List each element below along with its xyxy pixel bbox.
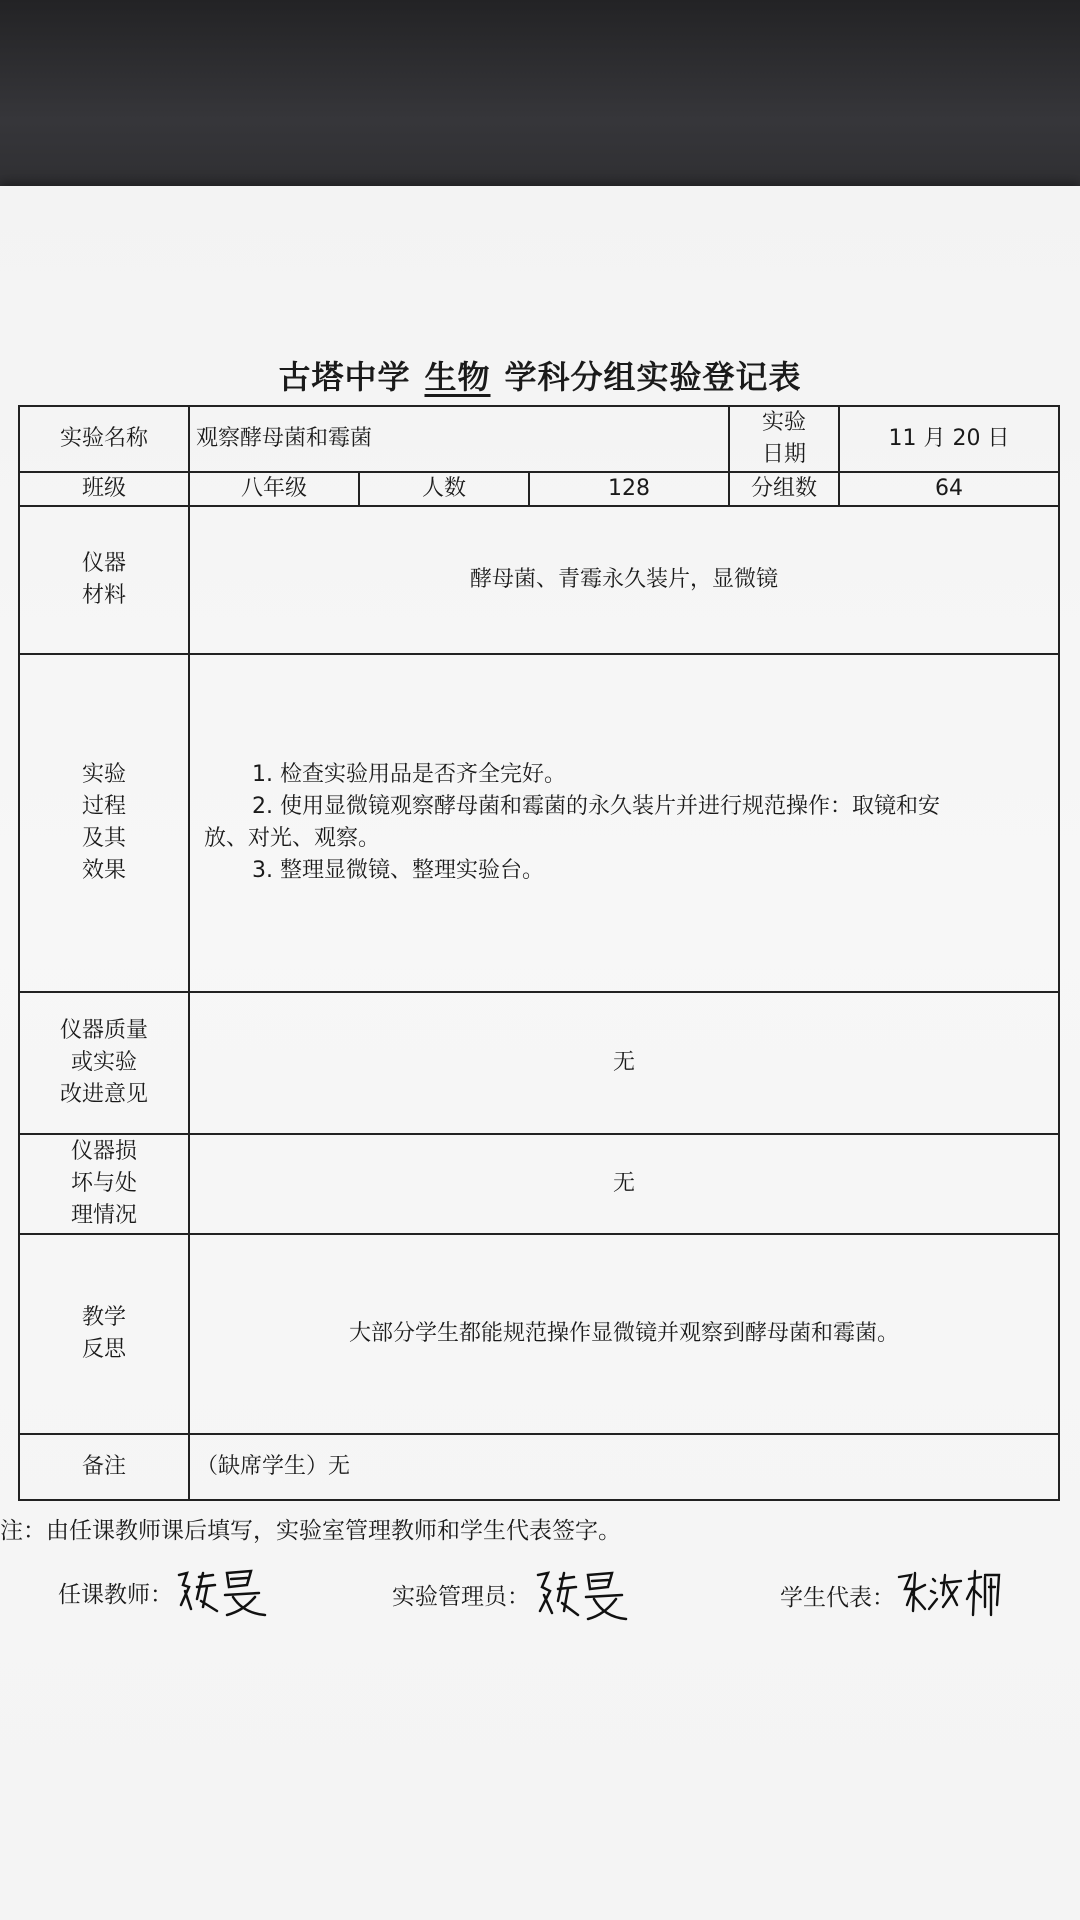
student-signature-block (780, 1565, 1007, 1625)
admin-label: 实验管理员： (392, 1583, 530, 1610)
title-rest: 学科分组实验登记表 (504, 358, 802, 396)
teacher-signature (173, 1565, 273, 1619)
registration-table (18, 405, 1060, 1501)
reflection-label (19, 1234, 189, 1434)
process-label-line1: 实验 (81, 762, 126, 787)
reflection-label-line1: 教学 (81, 1304, 126, 1330)
count-value: 128 (529, 472, 729, 506)
groups-label: 分组数 (729, 472, 839, 506)
process-step-2a: 2. 使用显微镜观察酵母菌和霉菌的永久装片并进行规范操作：取镜和安 (252, 793, 940, 819)
date-label-line1: 实验 (762, 410, 807, 435)
damage-label-line1: 仪器损 (70, 1138, 137, 1164)
student-label: 学生代表： (780, 1584, 895, 1611)
process-label (19, 654, 189, 992)
row-reflection (19, 1234, 1059, 1434)
quality-label (19, 992, 189, 1134)
process-step-2b: 放、对光、观察。 (204, 825, 381, 851)
process-step-1: 1. 检查实验用品是否齐全完好。 (252, 762, 566, 787)
materials-label-line1: 仪器 (81, 550, 126, 576)
process-label-line2: 过程 (81, 793, 126, 819)
teacher-signature-block (58, 1565, 273, 1619)
title-school: 古塔中学 (278, 358, 411, 396)
quality-label-line2: 或实验 (70, 1049, 137, 1075)
row-damage (19, 1134, 1059, 1234)
damage-label-line3: 理情况 (70, 1202, 137, 1228)
remarks-value: （缺席学生）无 (189, 1434, 1059, 1500)
row-materials (19, 506, 1059, 654)
row-experiment-name (19, 406, 1059, 472)
reflection-label-line2: 反思 (81, 1336, 126, 1362)
class-label: 班级 (19, 472, 189, 506)
teacher-label: 任课教师： (58, 1581, 173, 1608)
row-process (19, 654, 1059, 992)
title-subject: 生物 (424, 358, 491, 396)
footer-note: 注：由任课教师课后填写，实验室管理教师和学生代表签字。 (0, 1518, 621, 1544)
groups-value: 64 (839, 472, 1059, 506)
date-value: 11 月 20 日 (839, 406, 1059, 472)
date-label-line2: 日期 (762, 441, 807, 467)
experiment-name-value: 观察酵母菌和霉菌 (189, 406, 729, 472)
materials-label-line2: 材料 (81, 582, 126, 608)
student-signature (895, 1565, 1007, 1625)
admin-signature (530, 1565, 630, 1623)
row-remarks (19, 1434, 1059, 1500)
damage-value: 无 (189, 1134, 1059, 1234)
admin-signature-block (392, 1565, 630, 1623)
form-title (0, 352, 1080, 398)
desk-background (0, 0, 1080, 200)
remarks-label: 备注 (19, 1434, 189, 1500)
class-value: 八年级 (189, 472, 359, 506)
quality-value: 无 (189, 992, 1059, 1134)
damage-label-line2: 坏与处 (70, 1170, 137, 1196)
process-label-line4: 效果 (81, 857, 126, 883)
materials-label (19, 506, 189, 654)
quality-label-line1: 仪器质量 (59, 1017, 148, 1043)
row-quality (19, 992, 1059, 1134)
row-class (19, 472, 1059, 506)
process-value (189, 654, 1059, 992)
materials-value: 酵母菌、青霉永久装片，显微镜 (189, 506, 1059, 654)
reflection-value: 大部分学生都能规范操作显微镜并观察到酵母菌和霉菌。 (189, 1234, 1059, 1434)
process-step-3: 3. 整理显微镜、整理实验台。 (252, 857, 544, 883)
quality-label-line3: 改进意见 (59, 1081, 148, 1107)
damage-label (19, 1134, 189, 1234)
process-label-line3: 及其 (81, 825, 126, 851)
date-label (729, 406, 839, 472)
count-label: 人数 (359, 472, 529, 506)
experiment-name-label: 实验名称 (19, 406, 189, 472)
